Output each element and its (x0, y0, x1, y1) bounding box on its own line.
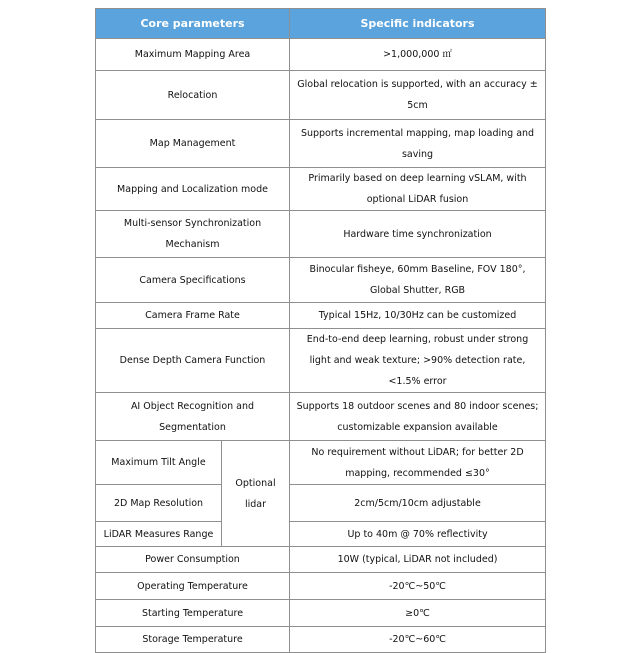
param-cell: Camera Specifications (96, 258, 290, 303)
header-core-parameters: Core parameters (96, 9, 290, 39)
table-row (96, 39, 546, 71)
value-cell: -20℃~60℃ (290, 627, 546, 653)
table-row (96, 329, 546, 393)
param-cell: Dense Depth Camera Function (96, 329, 290, 393)
value-cell: Supports incremental mapping, map loading and saving (290, 120, 546, 168)
header-specific-indicators: Specific indicators (290, 9, 546, 39)
value-cell: 10W (typical, LiDAR not included) (290, 547, 546, 573)
value-cell: End-to-end deep learning, robust under strong light and weak texture; >90% detection rate, <1.5% error (290, 329, 546, 393)
table-header-row (96, 9, 546, 39)
optional-lidar-group-cell: Optional lidar (222, 441, 290, 547)
value-cell: Supports 18 outdoor scenes and 80 indoor scenes; customizable expansion available (290, 393, 546, 441)
param-cell: Power Consumption (96, 547, 290, 573)
value-cell: >1,000,000 ㎡ (290, 39, 546, 71)
param-cell: Starting Temperature (96, 600, 290, 627)
param-cell: Mapping and Localization mode (96, 168, 290, 211)
value-cell: ≥0℃ (290, 600, 546, 627)
specifications-table (95, 8, 546, 653)
table-row (96, 547, 546, 573)
table-row (96, 168, 546, 211)
value-cell: No requirement without LiDAR; for better 2D mapping, recommended ≤30° (290, 441, 546, 485)
param-cell: Multi-sensor Synchronization Mechanism (96, 211, 290, 258)
value-cell: 2cm/5cm/10cm adjustable (290, 485, 546, 522)
table-row (96, 211, 546, 258)
param-cell: Maximum Mapping Area (96, 39, 290, 71)
table-row (96, 485, 546, 522)
param-cell: AI Object Recognition and Segmentation (96, 393, 290, 441)
param-cell: Map Management (96, 120, 290, 168)
value-cell: Hardware time synchronization (290, 211, 546, 258)
value-cell: Global relocation is supported, with an accuracy ± 5cm (290, 71, 546, 120)
param-cell: LiDAR Measures Range (96, 522, 222, 547)
param-cell: Relocation (96, 71, 290, 120)
param-cell: Maximum Tilt Angle (96, 441, 222, 485)
value-cell: -20℃~50℃ (290, 573, 546, 600)
table-row (96, 573, 546, 600)
param-cell: Storage Temperature (96, 627, 290, 653)
table-row (96, 303, 546, 329)
table-row (96, 71, 546, 120)
table-row (96, 522, 546, 547)
table-row (96, 393, 546, 441)
value-cell: Primarily based on deep learning vSLAM, with optional LiDAR fusion (290, 168, 546, 211)
value-cell: Up to 40m @ 70% reflectivity (290, 522, 546, 547)
value-cell: Binocular fisheye, 60mm Baseline, FOV 180°, Global Shutter, RGB (290, 258, 546, 303)
table-row (96, 258, 546, 303)
param-cell: Camera Frame Rate (96, 303, 290, 329)
table-row (96, 441, 546, 485)
table-row (96, 600, 546, 627)
value-cell: Typical 15Hz, 10/30Hz can be customized (290, 303, 546, 329)
table-row (96, 120, 546, 168)
param-cell: 2D Map Resolution (96, 485, 222, 522)
param-cell: Operating Temperature (96, 573, 290, 600)
